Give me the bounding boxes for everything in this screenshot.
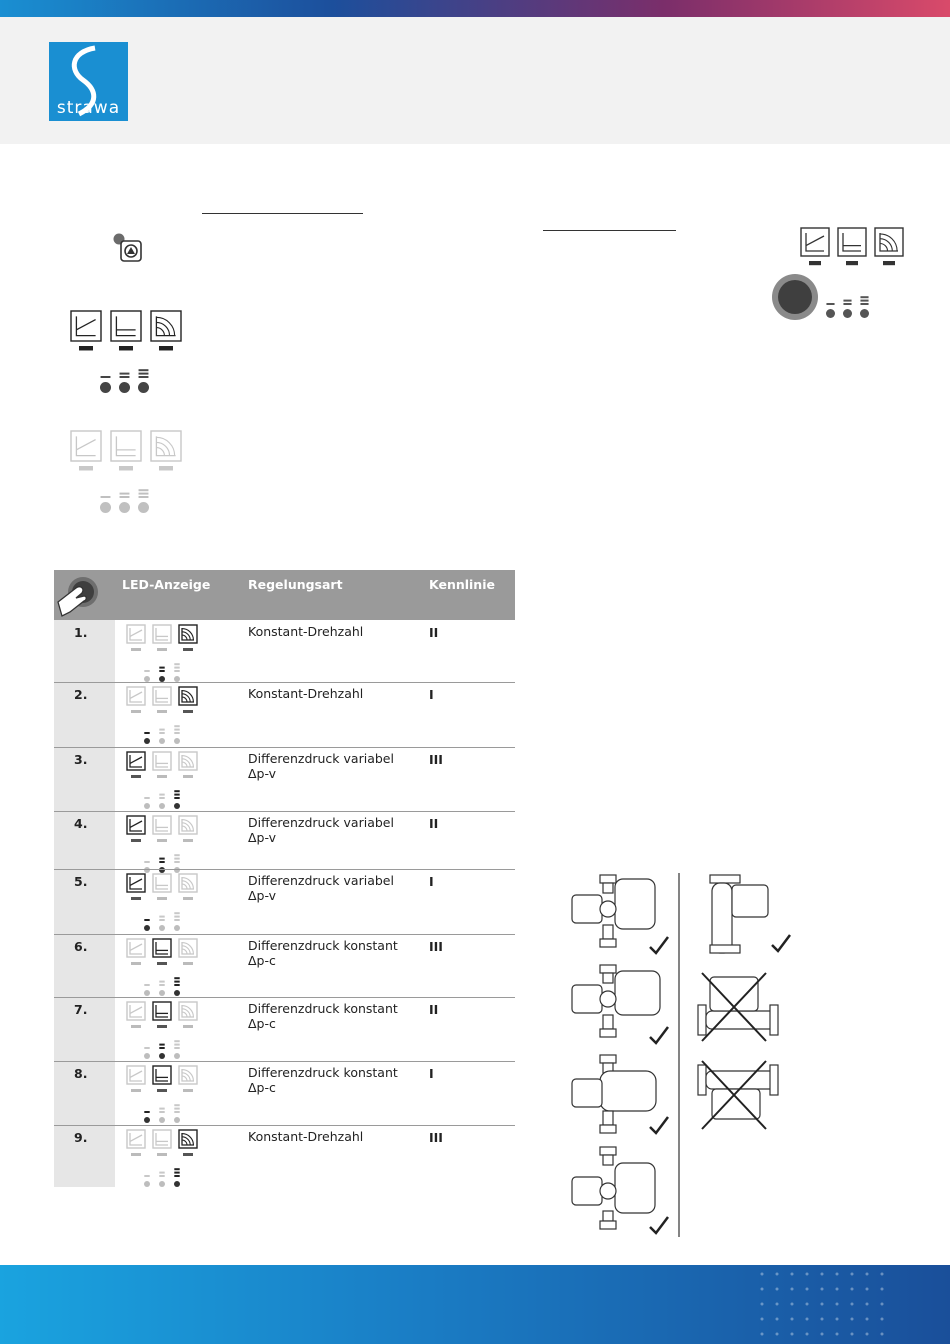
constant-speed-icon xyxy=(179,687,197,705)
level-3-icon xyxy=(174,925,180,931)
mode-led-bar xyxy=(131,897,141,900)
level-1-icon xyxy=(144,803,150,809)
header-curve: Kennlinie xyxy=(429,577,495,592)
constant-speed-icon xyxy=(875,228,903,256)
row-control-mode xyxy=(248,1001,398,1031)
mode-led-bar xyxy=(159,346,173,350)
level-3-icon xyxy=(138,382,149,393)
level-2-icon xyxy=(159,738,165,744)
row-curve: I xyxy=(429,687,434,702)
mode-led-bar xyxy=(183,962,193,965)
page-header xyxy=(0,17,950,144)
text-underline xyxy=(202,213,363,214)
row-number: 1. xyxy=(74,625,88,640)
row-number: 9. xyxy=(74,1130,88,1145)
pump-horizontal-1 xyxy=(710,875,768,953)
row-separator xyxy=(54,1061,515,1062)
row-curve: I xyxy=(429,1066,434,1081)
mode-abbrev: Δp-v xyxy=(248,830,277,845)
mode-led-bar xyxy=(183,648,193,651)
row-led-display xyxy=(126,938,198,1000)
constant-speed-icon xyxy=(179,625,197,643)
mode-led-bar xyxy=(131,1089,141,1092)
mode-led-bar xyxy=(883,261,895,265)
constant-speed-icon xyxy=(179,816,197,834)
footer-dot-pattern xyxy=(758,1270,888,1344)
constant-speed-icon xyxy=(179,1066,197,1084)
row-curve: II xyxy=(429,1002,439,1017)
mode-led-bar xyxy=(79,346,93,350)
level-1-icon xyxy=(144,1117,150,1123)
row-curve: III xyxy=(429,939,443,954)
mode-led-bar xyxy=(846,261,858,265)
row-control-mode xyxy=(248,751,394,781)
delta-p-v-icon xyxy=(127,1002,145,1020)
level-1-icon xyxy=(144,738,150,744)
table-row xyxy=(54,1125,515,1187)
level-3-icon xyxy=(860,309,869,318)
mode-led-bar xyxy=(131,1153,141,1156)
level-2-icon xyxy=(159,803,165,809)
mode-led-bar xyxy=(157,1025,167,1028)
table-row xyxy=(54,811,515,869)
mode-abbrev: Δp-v xyxy=(248,888,277,903)
check-icon xyxy=(650,1217,668,1233)
mode-led-bar xyxy=(157,1089,167,1092)
delta-p-c-icon xyxy=(153,816,171,834)
mode-abbrev: Δp-c xyxy=(248,1016,276,1031)
level-1-icon xyxy=(144,925,150,931)
row-curve: III xyxy=(429,752,443,767)
mode-abbrev: Δp-v xyxy=(248,766,277,781)
row-control-mode xyxy=(248,873,394,903)
mode-name: Differenzdruck konstant xyxy=(248,938,398,953)
row-curve: II xyxy=(429,816,439,831)
mode-led-bar xyxy=(131,710,141,713)
row-control-mode xyxy=(248,624,363,639)
table-row xyxy=(54,747,515,811)
table-row xyxy=(54,620,515,682)
level-2-icon xyxy=(159,1181,165,1187)
mode-table xyxy=(54,570,515,1187)
row-control-mode xyxy=(248,1129,363,1144)
level-1-icon xyxy=(100,502,111,513)
mode-led-bar xyxy=(157,775,167,778)
row-curve: II xyxy=(429,625,439,640)
mode-led-bar xyxy=(183,1153,193,1156)
mode-led-bar xyxy=(183,1089,193,1092)
delta-p-c-icon xyxy=(111,431,141,461)
row-control-mode xyxy=(248,938,398,968)
table-row xyxy=(54,997,515,1061)
row-led-display xyxy=(126,624,198,686)
constant-speed-icon xyxy=(179,752,197,770)
pump-vertical-4 xyxy=(572,1147,655,1229)
check-icon xyxy=(650,1027,668,1043)
mode-indicator-active xyxy=(70,310,182,397)
delta-p-v-icon xyxy=(71,431,101,461)
row-control-mode xyxy=(248,1065,398,1095)
pump-horizontal-2 xyxy=(698,977,778,1035)
text-underline xyxy=(543,230,676,231)
delta-p-c-icon xyxy=(838,228,866,256)
row-separator xyxy=(54,997,515,998)
mode-led-bar xyxy=(183,775,193,778)
level-3-icon xyxy=(174,738,180,744)
table-row xyxy=(54,682,515,747)
level-2-icon xyxy=(159,990,165,996)
mode-led-bar xyxy=(131,962,141,965)
mode-led-bar xyxy=(131,648,141,651)
row-curve: III xyxy=(429,1130,443,1145)
row-separator xyxy=(54,934,515,935)
constant-speed-icon xyxy=(179,1130,197,1148)
mode-name: Differenzdruck konstant xyxy=(248,1065,398,1080)
row-number: 4. xyxy=(74,816,88,831)
row-separator xyxy=(54,811,515,812)
installation-diagrams xyxy=(560,865,800,1245)
row-led-display xyxy=(126,873,198,935)
level-2-icon xyxy=(159,1117,165,1123)
mode-name: Differenzdruck variabel xyxy=(248,873,394,888)
delta-p-v-icon xyxy=(71,311,101,341)
constant-speed-icon xyxy=(179,939,197,957)
level-3-icon xyxy=(174,1053,180,1059)
mode-indicator-inactive xyxy=(70,430,182,517)
level-1-icon xyxy=(144,990,150,996)
header-mode: Regelungsart xyxy=(248,577,343,592)
mode-led-bar xyxy=(157,648,167,651)
mode-led-bar xyxy=(159,466,173,470)
check-icon xyxy=(650,1117,668,1133)
logo-wordmark: strawa xyxy=(56,98,121,118)
row-number: 8. xyxy=(74,1066,88,1081)
table-header xyxy=(54,570,515,620)
row-separator xyxy=(54,869,515,870)
level-3-icon xyxy=(174,1117,180,1123)
delta-p-c-icon xyxy=(153,1130,171,1148)
mode-name: Konstant-Drehzahl xyxy=(248,624,364,639)
delta-p-c-icon xyxy=(153,1002,171,1020)
level-2-icon xyxy=(119,502,130,513)
mode-name: Differenzdruck konstant xyxy=(248,1001,398,1016)
pump-button-icon xyxy=(112,232,144,264)
constant-speed-icon xyxy=(179,874,197,892)
pump-vertical-1 xyxy=(572,875,655,947)
mode-led-bar xyxy=(157,897,167,900)
row-led-display xyxy=(126,751,198,813)
row-led-display xyxy=(126,1129,198,1191)
control-level-leds xyxy=(826,293,869,322)
delta-p-v-icon xyxy=(801,228,829,256)
check-icon xyxy=(650,937,668,953)
delta-p-c-icon xyxy=(153,687,171,705)
mode-led-bar xyxy=(183,1025,193,1028)
level-2-icon xyxy=(843,309,852,318)
delta-p-c-icon xyxy=(153,1066,171,1084)
level-2-icon xyxy=(159,1053,165,1059)
level-3-icon xyxy=(174,990,180,996)
mode-led-bar xyxy=(79,466,93,470)
delta-p-v-icon xyxy=(127,1066,145,1084)
row-led-display xyxy=(126,1065,198,1127)
row-led-display xyxy=(126,686,198,748)
mode-led-bar xyxy=(183,710,193,713)
row-number: 2. xyxy=(74,687,88,702)
delta-p-v-icon xyxy=(127,625,145,643)
row-led-display xyxy=(126,1001,198,1063)
pump-vertical-3 xyxy=(572,1055,656,1133)
mode-led-bar xyxy=(119,346,133,350)
mode-name: Konstant-Drehzahl xyxy=(248,686,364,701)
row-number: 6. xyxy=(74,939,88,954)
mode-name: Konstant-Drehzahl xyxy=(248,1129,364,1144)
delta-p-v-icon xyxy=(127,1130,145,1148)
mode-led-bar xyxy=(183,897,193,900)
mode-led-bar xyxy=(157,710,167,713)
level-3-icon xyxy=(138,502,149,513)
delta-p-c-icon xyxy=(153,874,171,892)
level-1-icon xyxy=(144,1181,150,1187)
mode-led-bar xyxy=(183,839,193,842)
mode-name: Differenzdruck variabel xyxy=(248,751,394,766)
mode-led-bar xyxy=(157,1153,167,1156)
installation-drawing xyxy=(560,865,800,1245)
delta-p-v-icon xyxy=(127,874,145,892)
delta-p-c-icon xyxy=(153,939,171,957)
row-number: 3. xyxy=(74,752,88,767)
level-2-icon xyxy=(159,925,165,931)
delta-p-v-icon xyxy=(127,752,145,770)
top-gradient-bar xyxy=(0,0,950,17)
check-icon xyxy=(772,935,790,951)
level-1-icon xyxy=(100,382,111,393)
constant-speed-icon xyxy=(151,311,181,341)
table-row xyxy=(54,869,515,934)
constant-speed-icon xyxy=(179,1002,197,1020)
mode-led-bar xyxy=(131,839,141,842)
level-1-icon xyxy=(826,309,835,318)
row-number: 5. xyxy=(74,874,88,889)
mode-led-bar xyxy=(131,775,141,778)
row-separator xyxy=(54,682,515,683)
row-separator xyxy=(54,747,515,748)
delta-p-v-icon xyxy=(127,939,145,957)
mode-abbrev: Δp-c xyxy=(248,953,276,968)
hand-press-icon xyxy=(56,572,106,620)
row-curve: I xyxy=(429,874,434,889)
row-control-mode xyxy=(248,815,394,845)
level-3-icon xyxy=(174,1181,180,1187)
level-2-icon xyxy=(119,382,130,393)
constant-speed-icon xyxy=(151,431,181,461)
delta-p-v-icon xyxy=(127,687,145,705)
control-knob[interactable] xyxy=(770,272,820,322)
mode-led-bar xyxy=(119,466,133,470)
mode-led-bar xyxy=(131,1025,141,1028)
pump-vertical-2 xyxy=(572,965,660,1037)
delta-p-c-icon xyxy=(111,311,141,341)
table-row xyxy=(54,934,515,997)
level-1-icon xyxy=(144,1053,150,1059)
delta-p-c-icon xyxy=(153,752,171,770)
mode-abbrev: Δp-c xyxy=(248,1080,276,1095)
mode-led-bar xyxy=(809,261,821,265)
row-number: 7. xyxy=(74,1002,88,1017)
mode-led-bar xyxy=(157,839,167,842)
mode-name: Differenzdruck variabel xyxy=(248,815,394,830)
level-3-icon xyxy=(174,803,180,809)
mode-led-bar xyxy=(157,962,167,965)
row-led-display xyxy=(126,815,198,877)
delta-p-c-icon xyxy=(153,625,171,643)
table-row xyxy=(54,1061,515,1125)
control-mode-leds xyxy=(800,227,904,271)
header-led: LED-Anzeige xyxy=(122,577,211,592)
delta-p-v-icon xyxy=(127,816,145,834)
strawa-logo xyxy=(49,42,128,121)
row-control-mode xyxy=(248,686,363,701)
row-separator xyxy=(54,1125,515,1126)
